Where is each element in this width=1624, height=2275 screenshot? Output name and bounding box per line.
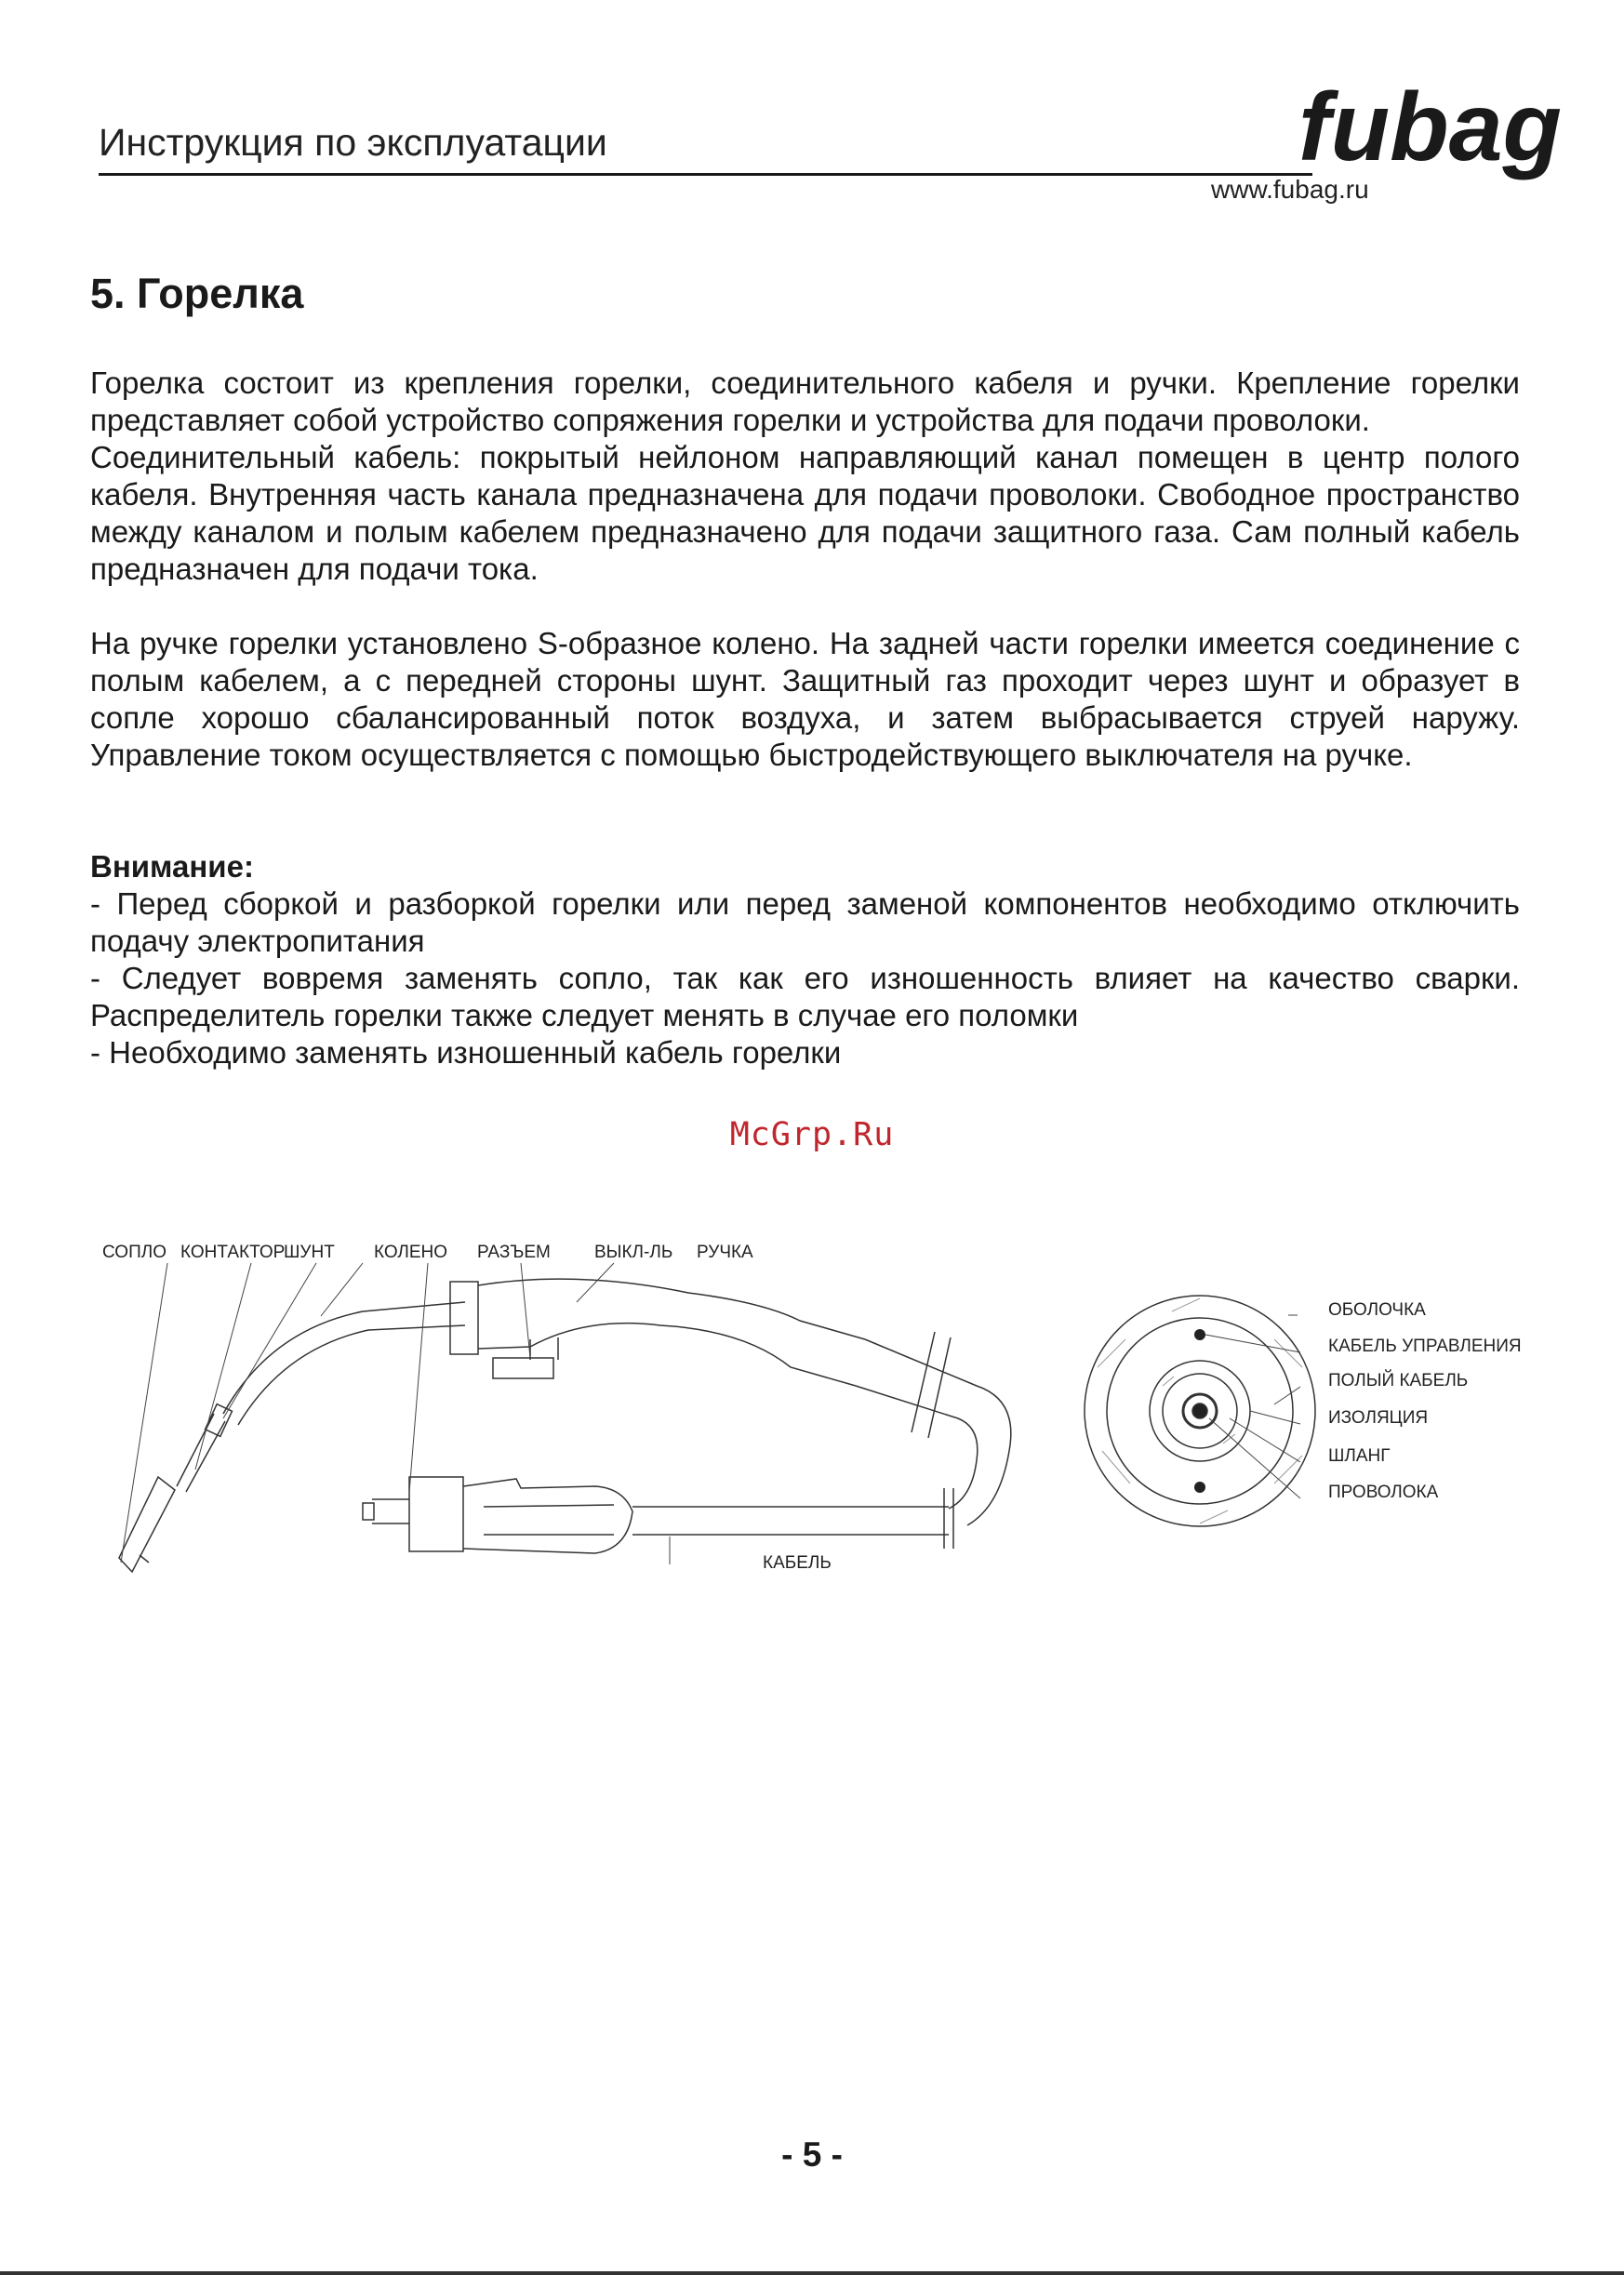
section-title: 5. Горелка — [90, 270, 304, 317]
label-connector: РАЗЪЕМ — [477, 1243, 551, 1262]
warning-block — [90, 848, 1520, 1071]
watermark: McGrp.Ru — [729, 1116, 895, 1153]
label-gooseneck: КОЛЕНО — [374, 1243, 448, 1262]
label-cable: КАБЕЛЬ — [763, 1553, 832, 1573]
label-control-cable: КАБЕЛЬ УПРАВЛЕНИЯ — [1328, 1337, 1522, 1356]
warning-3: - Необходимо заменять изношенный кабель горелки — [90, 1035, 842, 1070]
warning-2: - Следует вовремя заменять сопло, так как его изношенность влияет на качество сварки. Распределитель горелки также следует менять в случае его поломки — [90, 961, 1520, 1032]
label-sheath: ОБОЛОЧКА — [1328, 1300, 1426, 1320]
connector-shape — [450, 1282, 478, 1354]
bottom-rule — [0, 2271, 1624, 2275]
paragraph-2: Соединительный кабель: покрытый нейлоном направляющий канал помещен в центр полого кабеля. Внутренняя часть канала предназначена для подачи проволоки. Свободное пространство между каналом и полым кабелем предназначено для подачи защитного газа. Сам полный кабель предназначен для подачи тока. — [90, 440, 1520, 586]
label-contact-tip: КОНТАКТОР — [180, 1243, 286, 1262]
intro-text — [90, 365, 1520, 588]
fubag-logo — [1293, 69, 1563, 190]
label-insulation: ИЗОЛЯЦИЯ — [1328, 1408, 1429, 1428]
warning-title: Внимание: — [90, 849, 254, 884]
document-header-title: Инструкция по эксплуатации — [99, 121, 607, 164]
paragraph-1: Горелка состоит из крепления горелки, соединительного кабеля и ручки. Крепление горелки представляет собой устройство сопряжения горелки и устройства для подачи проволоки. — [90, 366, 1520, 437]
label-handle: РУЧКА — [697, 1243, 753, 1262]
fubag-logo-text: fubag — [1298, 73, 1563, 181]
paragraph-3: На ручке горелки установлено S-образное колено. На задней части горелки имеется соединение с полым кабелем, а с передней стороны шунт. Защитный газ проходит через шунт и образует в сопле хорошо сбалансированный поток воздуха, и затем выбрасывается струей наружу. Управление током осуществляется с помощью быстродействующего выключателя на ручке. — [90, 626, 1520, 772]
header-url: www.fubag.ru — [1211, 175, 1369, 204]
label-shunt: ШУНТ — [284, 1243, 335, 1262]
torch-drawing — [119, 1279, 1011, 1572]
label-hollow-cable: ПОЛЫЙ КАБЕЛЬ — [1328, 1371, 1469, 1390]
trigger-shape — [493, 1358, 553, 1378]
warning-1: - Перед сборкой и разборкой горелки или перед заменой компонентов необходимо отключить подачу электропитания — [90, 886, 1520, 958]
handle-text — [90, 625, 1520, 774]
torch-diagram — [93, 1228, 1544, 1600]
header-rule — [99, 173, 1312, 176]
label-wire: ПРОВОЛОКА — [1328, 1483, 1439, 1502]
label-nozzle: СОПЛО — [102, 1243, 166, 1262]
control-cable-dot-bottom — [1194, 1482, 1205, 1493]
page-number: - 5 - — [781, 2135, 843, 2174]
nozzle-shape — [119, 1477, 175, 1572]
control-cable-dot-top — [1194, 1329, 1205, 1340]
section-leaders — [1205, 1315, 1300, 1498]
label-switch: ВЫКЛ-ЛЬ — [594, 1243, 673, 1262]
label-hose: ШЛАНГ — [1328, 1446, 1391, 1466]
